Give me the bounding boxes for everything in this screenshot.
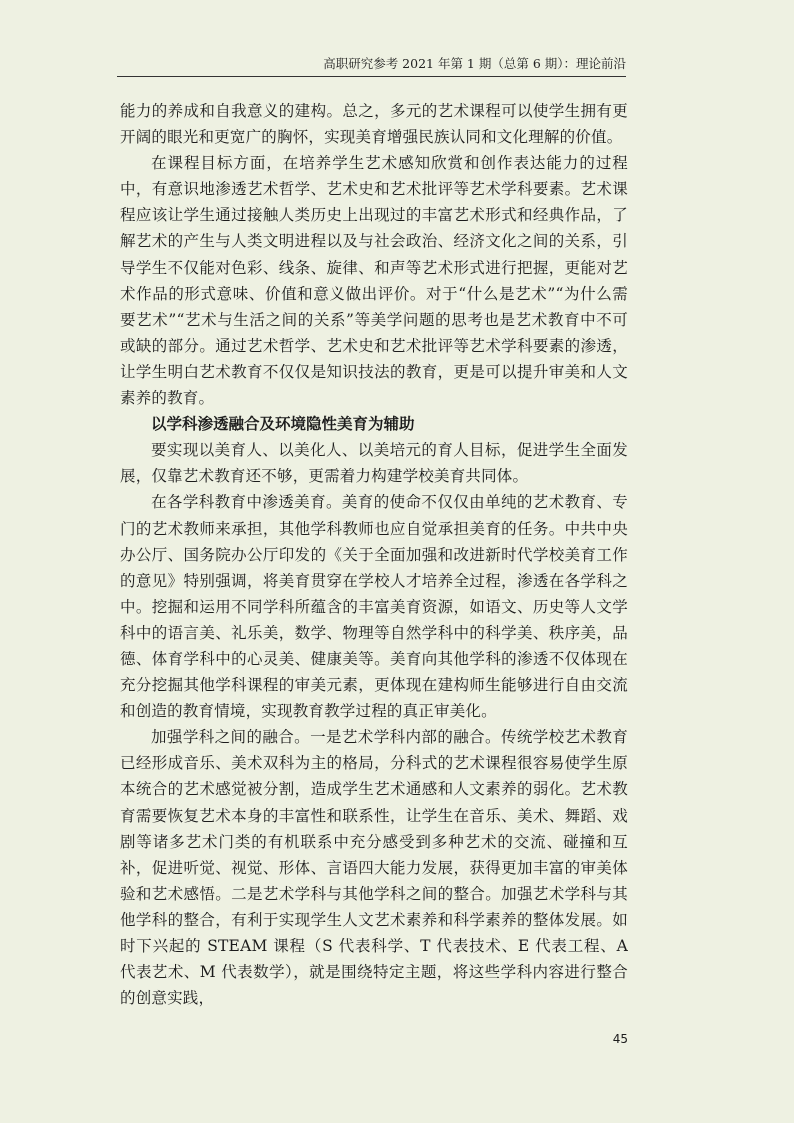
header-rule <box>117 76 626 77</box>
running-header: 高职研究参考 2021 年第 1 期（总第 6 期）：理论前沿 <box>323 56 626 71</box>
paragraph-continued: 能力的养成和自我意义的建构。总之，多元的艺术课程可以使学生拥有更开阔的眼光和更宽广的胸怀，实现美育增强民族认同和文化理解的价值。 <box>120 102 628 147</box>
paragraph-course-goals: 在课程目标方面，在培养学生艺术感知欣赏和创作表达能力的过程中，有意识地渗透艺术哲学、艺术史和艺术批评等艺术学科要素。艺术课程应该让学生通过接触人类历史上出现过的丰富艺术形式和经典作品，了解艺术的产生与人类文明进程以及与社会政治、经济文化之间的关系，引导学生不仅能对色彩、线条、旋律、和声等艺术形式进行把握，更能对艺术作品的形式意味、价值和意义做出评价。对于“什么是艺术”“为什么需要艺术”“艺术与生活之间的关系”等美学问题的思考也是艺术教育中不可或缺的部分。通过艺术哲学、艺术史和艺术批评等艺术学科要素的渗透，让学生明白艺术教育不仅仅是知识技法的教育，更是可以提升审美和人文素养的教育。 <box>120 154 628 408</box>
paragraph-subject-infusion: 在各学科教育中渗透美育。美育的使命不仅仅由单纯的艺术教育、专门的艺术教师来承担，其他学科教师也应自觉承担美育的任务。中共中央办公厅、国务院办公厅印发的《关于全面加强和改进新时代学校美育工作的意见》特别强调，将美育贯穿在学校人才培养全过程，渗透在各学科之中。挖掘和运用不同学科所蕴含的丰富美育资源，如语文、历史等人文学科中的语言美、礼乐美，数学、物理等自然学科中的科学美、秩序美，品德、体育学科中的心灵美、健康美等。美育向其他学科的渗透不仅体现在充分挖掘其他学科课程的审美元素，更体现在建构师生能够进行自由交流和创造的教育情境，实现教育教学过程的真正审美化。 <box>120 493 628 721</box>
paragraph-subject-integration: 加强学科之间的融合。一是艺术学科内部的融合。传统学校艺术教育已经形成音乐、美术双科为主的格局，分科式的艺术课程很容易使学生原本统合的艺术感觉被分割，造成学生艺术通感和人文素养的弱化。艺术教育需要恢复艺术本身的丰富性和联系性，让学生在音乐、美术、舞蹈、戏剧等诸多艺术门类的有机联系中充分感受到多种艺术的交流、碰撞和互补，促进听觉、视觉、形体、言语四大能力发展，获得更加丰富的审美体验和艺术感悟。二是艺术学科与其他学科之间的整合。加强艺术学科与其他学科的整合，有利于实现学生人文艺术素养和科学素养的整体发展。如时下兴起的 STEAM 课程（S 代表科学、T 代表技术、E 代表工程、A 代表艺术、M 代表数学），就是围绕特定主题，将这些学科内容进行整合的创意实践， <box>120 728 628 1008</box>
section-heading: 以学科渗透融合及环境隐性美育为辅助 <box>151 415 415 434</box>
article-body <box>120 98 628 1011</box>
paragraph-intro: 要实现以美育人、以美化人、以美培元的育人目标，促进学生全面发展，仅靠艺术教育还不够，更需着力构建学校美育共同体。 <box>120 441 628 486</box>
page-number: 45 <box>612 1032 628 1046</box>
